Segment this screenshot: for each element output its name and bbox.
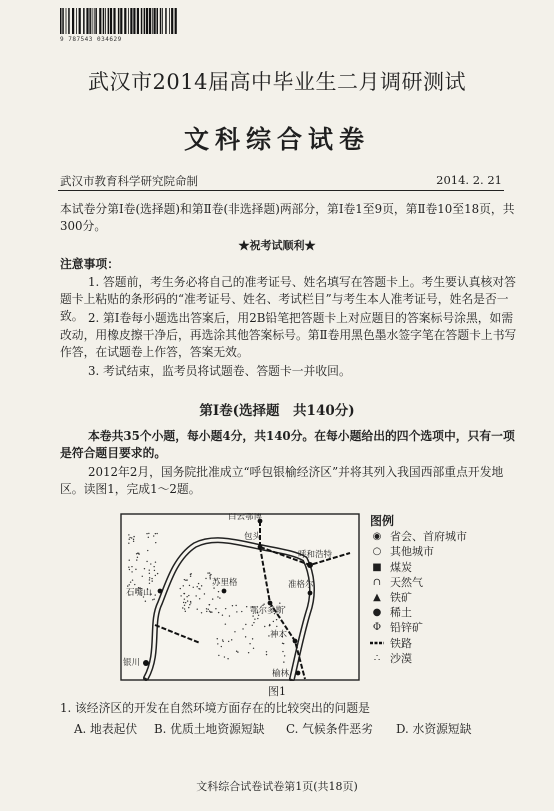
legend-item	[370, 605, 467, 620]
map-label: 鄂尔多斯	[250, 606, 285, 616]
map-label: 准格尔	[288, 580, 314, 590]
option-a: A. 地表起伏	[74, 722, 138, 736]
notes-heading: 注意事项：	[60, 257, 119, 271]
barcode	[60, 8, 178, 34]
natural-gas-icon: ∩	[372, 576, 382, 588]
note-item: 2. 第Ⅰ卷每小题选出答案后，用2B铅笔把答题卡上对应题目的答案标号涂黑，如需改动，用橡皮擦干净后，再选涂其他答案标号。第Ⅱ卷用黑色墨水签字笔在答题卡上书写作答，在试题卷上作答，答案无效。	[60, 311, 517, 359]
section-title: 第Ⅰ卷(选择题 共140分)	[199, 403, 355, 419]
city-marker	[296, 671, 301, 676]
legend-label: 铁矿	[390, 591, 412, 605]
question-context: 2012年2月，国务院批准成立“呼包银榆经济区”并将其列入我国西部重点开发地区。读图1，完成1～2题。	[60, 465, 504, 496]
header-divider	[58, 190, 504, 191]
map-label: 包头	[244, 532, 262, 542]
subject-title: 文科综合试卷	[183, 125, 370, 154]
figure-caption: 图1	[268, 685, 286, 698]
map-label: 神木	[270, 630, 288, 640]
legend-item	[370, 620, 467, 635]
good-luck-line: ★祝考试顺利★	[238, 239, 316, 252]
legend-item	[370, 560, 467, 575]
barcode-number: 9 787543 034629	[60, 36, 122, 43]
legend-label: 沙漠	[390, 651, 412, 665]
page-footer: 文科综合试卷试卷第1页(共18页)	[196, 780, 358, 793]
other-city-icon: ○	[372, 546, 382, 558]
city-marker	[308, 591, 313, 596]
capital-city-icon: ◉	[372, 531, 382, 543]
rare-earth-icon: ●	[372, 607, 382, 619]
coal-icon: ■	[372, 561, 382, 573]
legend-label: 其他城市	[390, 545, 434, 559]
exam-intro: 本试卷分第Ⅰ卷(选择题)和第Ⅱ卷(非选择题)两部分，第Ⅰ卷1至9页，第Ⅱ卷10至18页，共300分。	[60, 202, 515, 233]
exam-title: 武汉市2014届高中毕业生二月调研测试	[88, 70, 466, 94]
option-d: D. 水资源短缺	[396, 722, 472, 736]
map-svg	[120, 513, 360, 681]
note-item: 1. 答题前，考生务必将自己的准考证号、姓名填写在答题卡上。考生要认真核对答题卡上粘贴的条形码的“准考证号、姓名、考试栏目”与考生本人准考证号，姓名是否一致。	[60, 275, 516, 323]
legend-label: 铁路	[390, 636, 412, 650]
map-label: 银川	[123, 658, 141, 668]
legend-label: 铅锌矿	[390, 621, 423, 635]
exam-date: 2014. 2. 21	[436, 173, 502, 187]
city-marker	[258, 545, 263, 550]
capital-marker	[307, 562, 313, 568]
legend-item	[370, 651, 467, 666]
city-marker	[158, 589, 163, 594]
iron-ore-icon: ▲	[373, 592, 381, 604]
legend-label: 煤炭	[390, 560, 412, 574]
legend-label: 天然气	[390, 575, 423, 589]
section-intro: 本卷共35个小题，每小题4分，共140分。在每小题给出的四个选项中，只有一项是符合题目要求的。	[60, 429, 515, 460]
desert-icon: ∴	[373, 652, 381, 664]
legend-item	[370, 529, 467, 544]
lead-zinc-icon: Φ	[372, 622, 382, 634]
city-marker	[222, 589, 227, 594]
capital-marker	[143, 660, 149, 666]
map-label: 榆林	[272, 669, 290, 679]
legend-label: 稀土	[390, 606, 412, 620]
city-marker	[268, 601, 273, 606]
legend-item	[370, 590, 467, 605]
map-label: 白云鄂博	[228, 513, 263, 522]
legend-item	[370, 544, 467, 559]
option-c: C. 气候条件恶劣	[286, 722, 373, 736]
legend-label: 省会、首府城市	[390, 530, 467, 544]
legend-item	[370, 575, 467, 590]
issuer: 武汉市教育科学研究院命制	[60, 174, 198, 188]
city-marker	[293, 639, 298, 644]
question-text: 1. 该经济区的开发在自然环境方面存在的比较突出的问题是	[60, 701, 370, 715]
map-label: 呼和浩特	[298, 550, 333, 560]
map-legend	[370, 514, 467, 666]
figure-map	[120, 513, 360, 681]
map-label: 苏里格	[212, 578, 238, 588]
legend-item	[370, 636, 467, 651]
railway-icon	[370, 636, 384, 651]
map-label: 石嘴山	[126, 588, 152, 598]
option-b: B. 优质土地资源短缺	[154, 722, 265, 736]
note-item: 3. 考试结束，监考员将试题卷、答题卡一并收回。	[88, 364, 351, 378]
legend-title: 图例	[370, 514, 395, 528]
